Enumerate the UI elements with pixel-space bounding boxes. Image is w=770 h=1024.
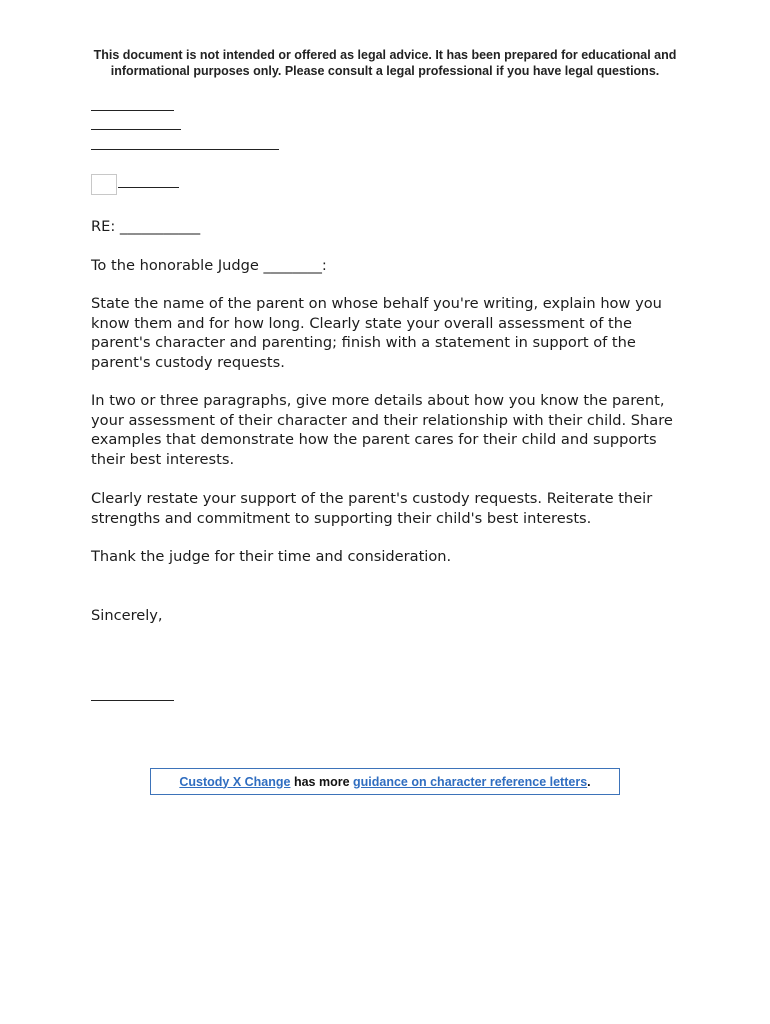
paragraph-intro: State the name of the parent on whose behalf you're writing, explain how you know them and for how long. Clearly state your overall assessment of the parent's character and parenting; finish with a statement in support of the parent's custody requests. <box>91 295 662 371</box>
re-line: RE: ___________ <box>91 218 201 235</box>
paragraph-details: In two or three paragraphs, give more details about how you know the parent, your assessment of their character and their relationship with their child. Share examples that demonstrate how the parent cares for their child and supports their best interests. <box>91 392 673 468</box>
date-field[interactable] <box>118 187 179 188</box>
sender-name-field[interactable] <box>91 110 174 111</box>
paragraph-thanks: Thank the judge for their time and consideration. <box>91 548 452 565</box>
sender-address-field[interactable] <box>91 129 181 130</box>
guidance-link[interactable]: guidance on character reference letters <box>353 774 588 789</box>
sender-city-field[interactable] <box>91 149 279 150</box>
custody-x-change-link[interactable]: Custody X Change <box>179 774 291 789</box>
date-checkbox[interactable] <box>91 174 117 195</box>
signature-field[interactable] <box>91 700 174 701</box>
closing: Sincerely, <box>91 607 163 624</box>
paragraph-restate: Clearly restate your support of the parent's custody requests. Reiterate their strengths and commitment to supporting their child's best interests. <box>91 490 653 527</box>
legal-disclaimer: This document is not intended or offered as legal advice. It has been prepared for educational and informational purposes only. Please consult a legal professional if you have legal questions. <box>93 48 677 78</box>
reference-banner <box>150 768 620 795</box>
salutation: To the honorable Judge ________: <box>91 257 327 274</box>
banner-text: has more <box>290 774 354 789</box>
banner-period: . <box>587 774 591 789</box>
